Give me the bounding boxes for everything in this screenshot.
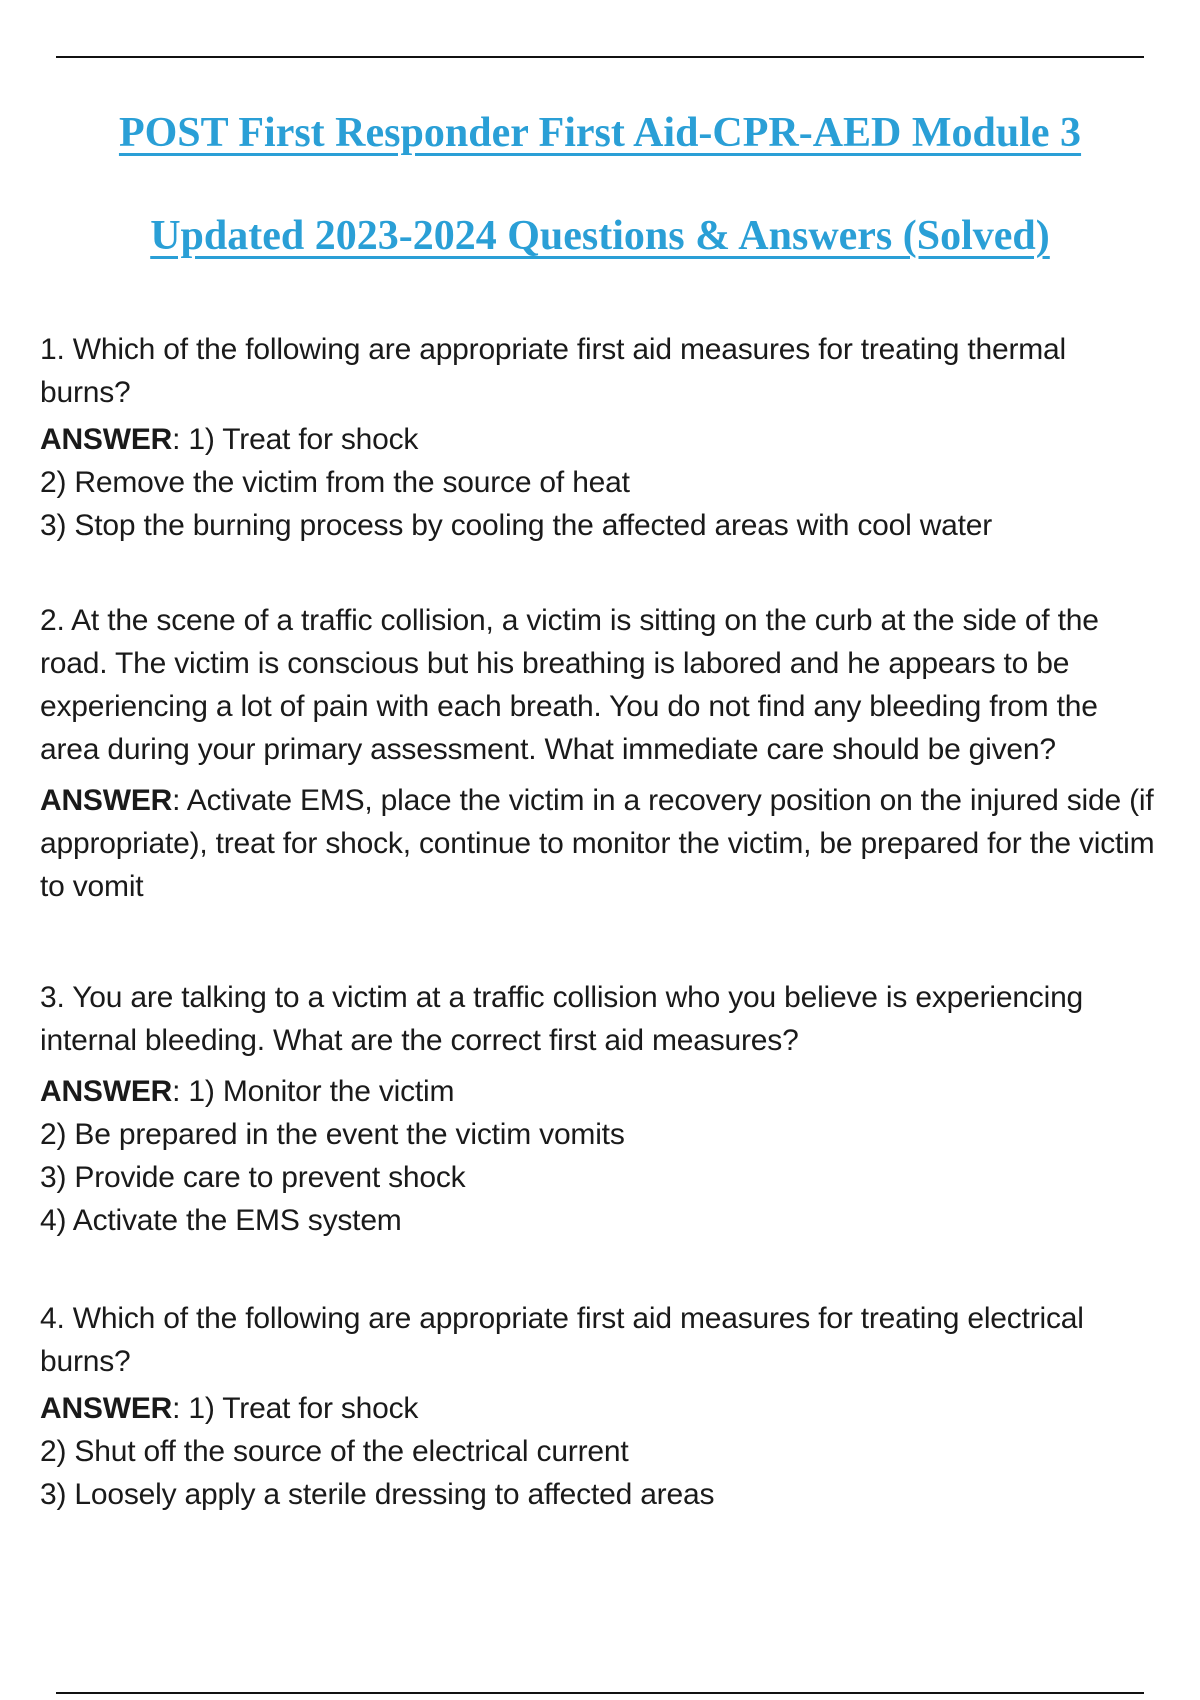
- qa-item-3: [40, 976, 1160, 1242]
- answer-label: ANSWER: [40, 1392, 173, 1425]
- question-text: 1. Which of the following are appropriate first aid measures for treating thermal burns?: [40, 333, 1066, 409]
- answer-step: 2) Shut off the source of the electrical current: [40, 1435, 629, 1468]
- answer-label: ANSWER: [40, 423, 173, 456]
- answer-line: ANSWER: 1) Treat for shock: [40, 423, 419, 456]
- answer-line: ANSWER: Activate EMS, place the victim in a recovery position on the injured side (if appropriate), treat for shock, continue to monitor the victim, be prepared for the victim to vomit: [40, 784, 1155, 903]
- bottom-divider: [56, 1692, 1144, 1694]
- qa-item-4: [40, 1297, 1160, 1516]
- answer-step: 4) Activate the EMS system: [40, 1204, 402, 1237]
- question-text: 2. At the scene of a traffic collision, a victim is sitting on the curb at the side of the road. The victim is conscious but his breathing is labored and he appears to be experiencing a lot of pain with each breath. You do not find any bleeding from the area during your primary assessment. What immediate care should be given?: [40, 604, 1099, 766]
- answer-step: 2) Remove the victim from the source of heat: [40, 466, 630, 499]
- qa-item-2: [40, 599, 1160, 908]
- answer-step: 3) Stop the burning process by cooling the affected areas with cool water: [40, 509, 993, 542]
- answer-label: ANSWER: [40, 784, 173, 817]
- answer-line: ANSWER: 1) Treat for shock: [40, 1392, 419, 1425]
- question-text: 4. Which of the following are appropriate first aid measures for treating electrical burns?: [40, 1302, 1084, 1378]
- answer-label: ANSWER: [40, 1075, 173, 1108]
- question-text: 3. You are talking to a victim at a traffic collision who you believe is experiencing internal bleeding. What are the correct first aid measures?: [40, 981, 1084, 1057]
- document-title-line-2: Updated 2023-2024 Questions & Answers (Solved): [150, 213, 1050, 259]
- answer-step: 3) Loosely apply a sterile dressing to affected areas: [40, 1478, 715, 1511]
- qa-item-1: [40, 328, 1160, 547]
- answer-step: 2) Be prepared in the event the victim vomits: [40, 1118, 625, 1151]
- answer-step: 3) Provide care to prevent shock: [40, 1161, 466, 1194]
- answer-line: ANSWER: 1) Monitor the victim: [40, 1075, 455, 1108]
- document-title-line-1: POST First Responder First Aid-CPR-AED Module 3: [118, 110, 1082, 156]
- top-divider: [56, 56, 1144, 58]
